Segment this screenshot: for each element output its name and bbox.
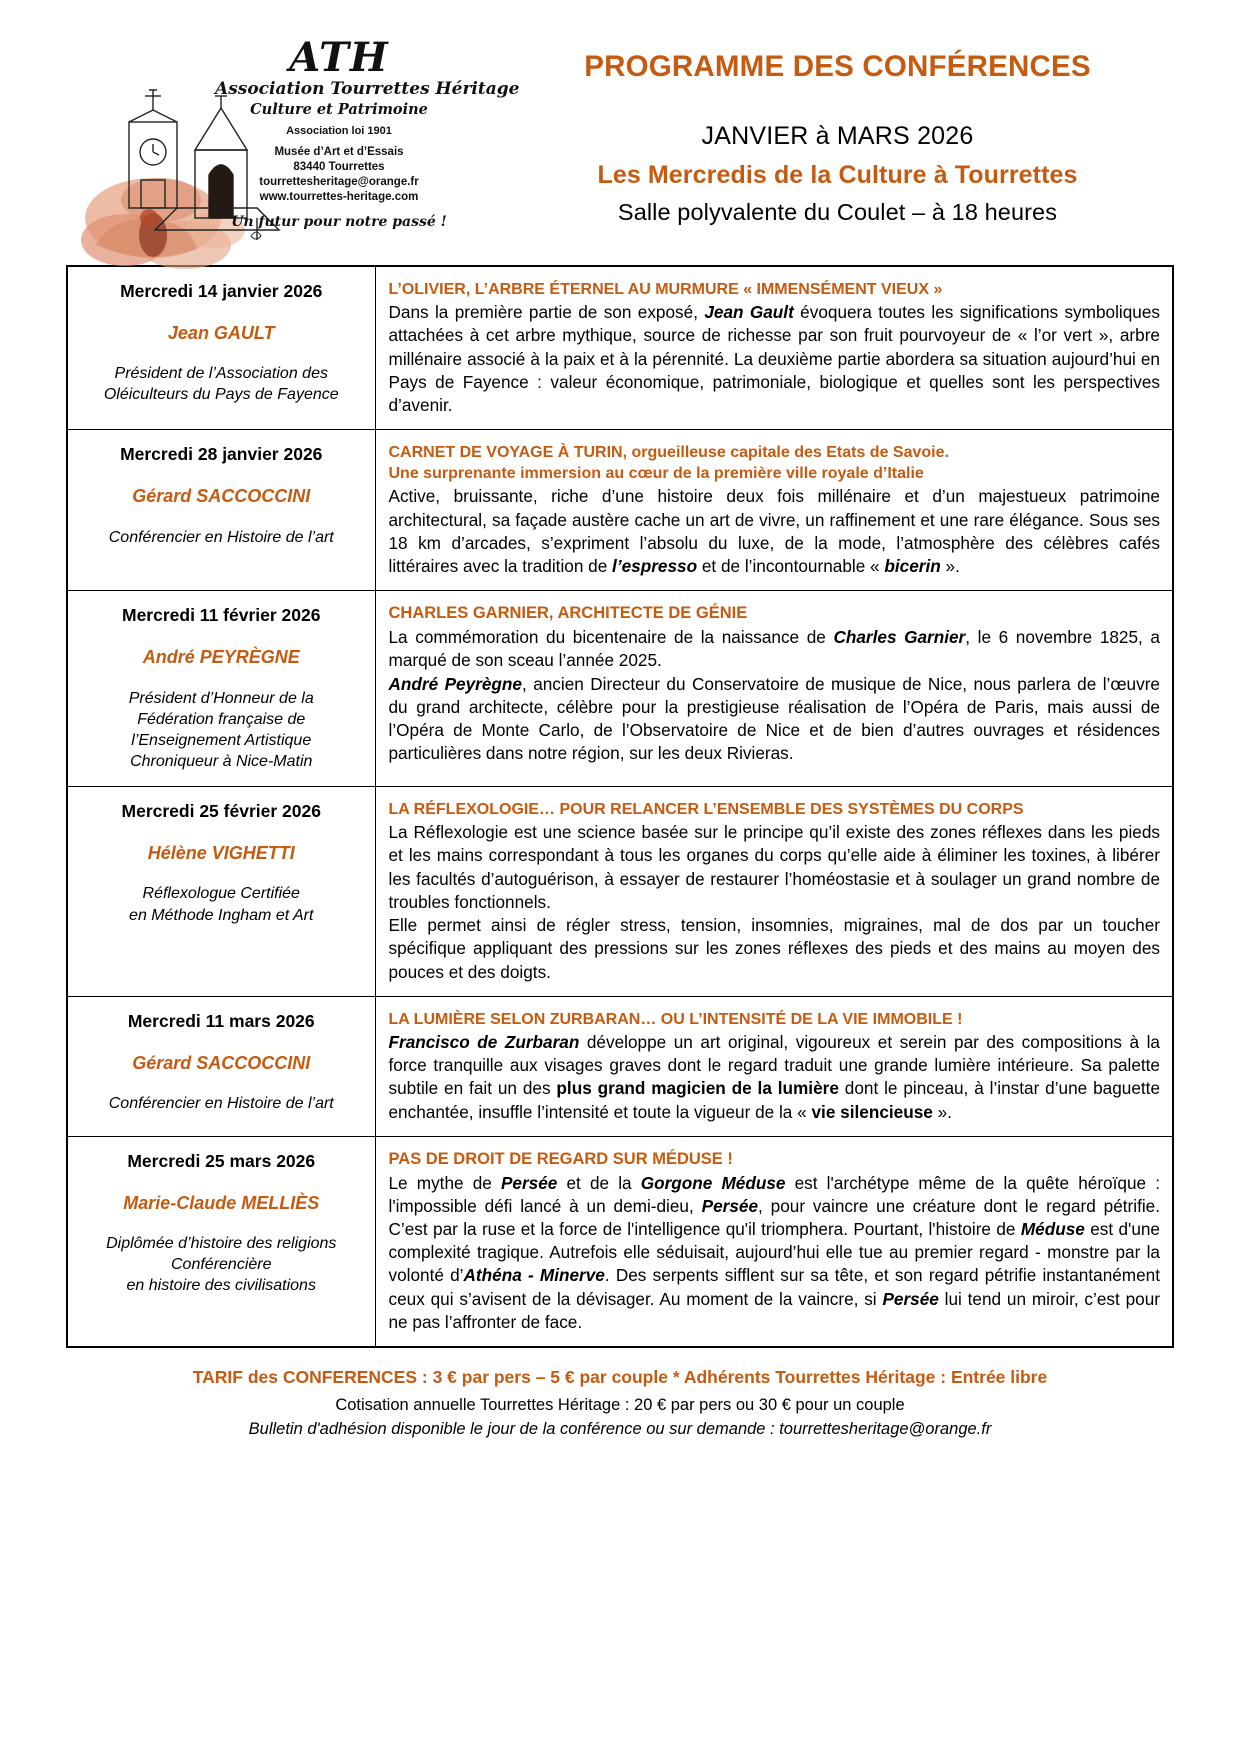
speaker-name: Jean GAULT xyxy=(167,322,275,343)
speaker-block xyxy=(68,591,375,786)
speaker-role-line: Réflexologue Certifiée xyxy=(142,885,300,903)
schedule-cell-description xyxy=(375,787,1173,997)
talk-title: PAS DE DROIT DE REGARD SUR MÉDUSE ! xyxy=(388,1149,733,1168)
address-line-1: Musée d’Art et d’Essais xyxy=(274,145,404,158)
speaker-name: André PEYRÈGNE xyxy=(142,647,300,668)
description-block xyxy=(376,430,1173,590)
talk-title: L’OLIVIER, L’ARBRE ÉTERNEL AU MURMURE « IMMENSÉMENT VIEUX » xyxy=(388,281,943,298)
logo-initials: ATH xyxy=(289,34,389,81)
schedule-cell-speaker xyxy=(67,787,375,997)
header-titles xyxy=(475,30,1200,226)
speaker-role xyxy=(78,688,365,772)
schedule-cell-speaker xyxy=(67,266,375,430)
talk-title: LA RÉFLEXOLOGIE… POUR RELANCER L’ENSEMBLE DES SYSTÈMES DU CORPS xyxy=(388,801,1024,819)
speaker-name: Hélène VIGHETTI xyxy=(147,842,295,863)
schedule-cell-description xyxy=(375,266,1173,430)
header-venue: Salle polyvalente du Coulet – à 18 heures xyxy=(617,198,1058,225)
logo-subtitle: Culture et Patrimoine xyxy=(250,100,428,118)
speaker-role-line: Président d’Honneur de la xyxy=(128,689,314,707)
schedule-cell-description xyxy=(375,430,1173,591)
speaker-block xyxy=(68,787,375,940)
speaker-role-line: Président de l’Association des xyxy=(114,365,328,383)
schedule-rows xyxy=(67,266,1173,1347)
speaker-role xyxy=(78,883,365,925)
table-row xyxy=(67,266,1173,430)
talk-description: La commémoration du bicentenaire de la naissance de Charles Garnier, le 6 novembre 1825, a marqué de son sceau l’année 2025. André Peyrègne, ancien Directeur du Conservatoire de musique de Nice, nous parlera de l’œuvre du grand architecte, célèbre pour la prestigieuse réalisation de l’Opéra de Paris, mais aussi de l’Opéra de Monte Carlo, de l’Observatoire de Nice et de bien d’autres ouvrages et résidences particulières dans notre région, sur les deux Rivieras. xyxy=(388,627,1160,764)
schedule-cell-description xyxy=(375,591,1173,787)
table-row xyxy=(67,591,1173,787)
speaker-role-line: Conférencier en Histoire de l’art xyxy=(108,1095,334,1113)
speaker-name: Gérard SACCOCCINI xyxy=(132,1052,311,1073)
speaker-role xyxy=(78,363,365,405)
address-line-2: 83440 Tourrettes xyxy=(293,160,385,173)
logo-slogan: Un futur pour notre passé ! xyxy=(231,214,447,231)
footer-bulletin: Bulletin d'adhésion disponible le jour de la conférence ou sur demande : tourrettesheritage@orange.fr xyxy=(248,1419,992,1438)
speaker-role-line: Conférencière xyxy=(171,1256,272,1274)
page-header xyxy=(0,0,1240,265)
schedule-cell-description xyxy=(375,1136,1173,1347)
conference-date: Mercredi 11 mars 2026 xyxy=(127,1010,315,1031)
footer-tarif: TARIF des CONFERENCES : 3 € par pers – 5 € par couple * Adhérents Tourrettes Héritage : Entrée libre xyxy=(192,1367,1048,1388)
speaker-role xyxy=(78,1093,365,1114)
conference-date: Mercredi 25 mars 2026 xyxy=(127,1150,316,1171)
speaker-role-line: Chroniqueur à Nice-Matin xyxy=(130,753,313,770)
talk-description: La Réflexologie est une science basée sur le principe qu’il existe des zones réflexes dans les pieds et les mains correspondant à tous les organes du corps qu’elle aide à éliminer les toxines, à libérer les facultés d’autoguérison, à essayer de restaurer l’homéostasie et à soulager un grand nombre de troubles fonctionnels. Elle permet ainsi de régler stress, tension, insomnies, migraines, mal de dos par un toucher spécifique appliquant des pressions sur les zones réflexes des pieds et des mains au moyen des pouces et des doigts. xyxy=(388,822,1160,982)
speaker-role-line: Diplômée d’histoire des religions xyxy=(106,1235,337,1253)
contact-email[interactable]: tourrettesheritage@orange.fr xyxy=(259,175,419,188)
conference-date: Mercredi 28 janvier 2026 xyxy=(120,444,323,465)
speaker-name: Gérard SACCOCCINI xyxy=(132,486,311,507)
schedule-cell-speaker xyxy=(67,1136,375,1347)
logo-legal-status: Association loi 1901 xyxy=(286,124,392,137)
speaker-role-line: Oléiculteurs du Pays de Fayence xyxy=(103,386,339,404)
table-row xyxy=(67,996,1173,1136)
table-row xyxy=(67,787,1173,997)
header-period: JANVIER à MARS 2026 xyxy=(701,121,974,150)
contact-website[interactable]: www.tourrettes-heritage.com xyxy=(259,191,419,204)
speaker-role xyxy=(78,527,365,548)
conference-date: Mercredi 25 février 2026 xyxy=(121,801,321,822)
speaker-block xyxy=(68,997,375,1128)
talk-subtitle: Une surprenante immersion au cœur de la première ville royale d’Italie xyxy=(388,465,924,483)
description-block xyxy=(376,591,1173,777)
association-logo xyxy=(55,30,520,270)
speaker-role-line: en Méthode Ingham et Art xyxy=(129,906,314,924)
schedule-cell-speaker xyxy=(67,591,375,787)
schedule-cell-speaker xyxy=(67,996,375,1136)
conference-date: Mercredi 11 février 2026 xyxy=(122,605,321,626)
logo-textblock xyxy=(215,34,520,231)
table-row xyxy=(67,1136,1173,1347)
conference-schedule-table xyxy=(66,265,1174,1348)
speaker-block xyxy=(68,267,375,420)
speaker-role-line: Conférencier en Histoire de l’art xyxy=(108,528,334,546)
description-block xyxy=(376,997,1173,1136)
talk-title: CHARLES GARNIER, ARCHITECTE DE GÉNIE xyxy=(388,604,748,623)
talk-description: Dans la première partie de son exposé, Jean Gault évoquera toutes les significations symboliques attachées à cet arbre mythique, source de richesse par son fruit pourvoyeur de « l’or vert », arbre millénaire associé à la paix et à la pérennité. La deuxième partie abordera sa situation aujourd’hui en Pays de Fayence : valeur économique, patrimoniale, biologique et quelles sont les perspectives d’avenir. xyxy=(388,302,1160,415)
speaker-role xyxy=(78,1233,365,1296)
speaker-role-line: l’Enseignement Artistique xyxy=(131,731,312,749)
talk-title: CARNET DE VOYAGE À TURIN, orgueilleuse capitale des Etats de Savoie. xyxy=(388,444,949,462)
page-footer xyxy=(66,1348,1174,1439)
talk-description: Active, bruissante, riche d’une histoire deux fois millénaire et d’un majestueux patrimoine architectural, sa façade austère cache un art de vivre, un raffinement et une rare élégance. Sous ses 18 km d’arcades, s’expriment l’absolu du luxe, de la mode, l’atmosphère des célèbres cafés littéraires avec la tradition de l’espresso et de l’incontournable « bicerin ». xyxy=(388,486,1160,577)
logo-association-name: Association Tourrettes Héritage xyxy=(215,79,520,99)
description-block xyxy=(376,787,1173,996)
header-series: Les Mercredis de la Culture à Tourrettes xyxy=(597,160,1078,189)
talk-description: Le mythe de Persée et de la Gorgone Méduse est l'archétype même de la quête héroïque : l'impossible défi lancé à un demi-dieu, Persée, pour vaincre une créature dont le regard pétrifie. C’est par la ruse et la force de l'intelligence qu'il triomphera. Pourtant, l'histoire de Méduse est d'une complexité tragique. Autrefois elle séduisait, aujourd’hui elle tue au premier regard - monstre par la volonté d’Athéna - Minerve. Des serpents sifflent sur sa tête, et son regard pétrifie instantanément ceux qui s’avisent de la dévisager. Au moment de la vaincre, si Persée lui tend un miroir, c’est pour ne pas l’affronter de face. xyxy=(388,1172,1161,1332)
table-row xyxy=(67,430,1173,591)
conference-date: Mercredi 14 janvier 2026 xyxy=(120,281,323,301)
footer-cotisation: Cotisation annuelle Tourrettes Héritage : 20 € par pers ou 30 € pour un couple xyxy=(335,1395,905,1414)
talk-title: LA LUMIÈRE SELON ZURBARAN… OU L’INTENSITÉ DE LA VIE IMMOBILE ! xyxy=(388,1010,963,1028)
schedule-cell-description xyxy=(375,996,1173,1136)
description-block xyxy=(376,267,1173,429)
talk-description: Francisco de Zurbaran développe un art original, vigoureux et serein par des compositions à la force tranquille aux visages graves dont le regard traduit une grande lumière intérieure. Sa palette subtile en fait un des plus grand magicien de la lumière dont le pinceau, à l’instar d’une baguette enchantée, insuffle l’intensité et toute la vigueur de la « vie silencieuse ». xyxy=(388,1031,1161,1122)
description-block xyxy=(376,1137,1173,1346)
page-title: PROGRAMME DES CONFÉRENCES xyxy=(584,50,1091,83)
speaker-role-line: Fédération française de xyxy=(137,710,306,728)
speaker-role-line: en histoire des civilisations xyxy=(126,1277,316,1295)
speaker-block xyxy=(68,430,375,561)
logo-address xyxy=(215,145,463,206)
speaker-block xyxy=(68,1137,375,1311)
schedule-cell-speaker xyxy=(67,430,375,591)
speaker-name: Marie-Claude MELLIÈS xyxy=(123,1192,320,1213)
